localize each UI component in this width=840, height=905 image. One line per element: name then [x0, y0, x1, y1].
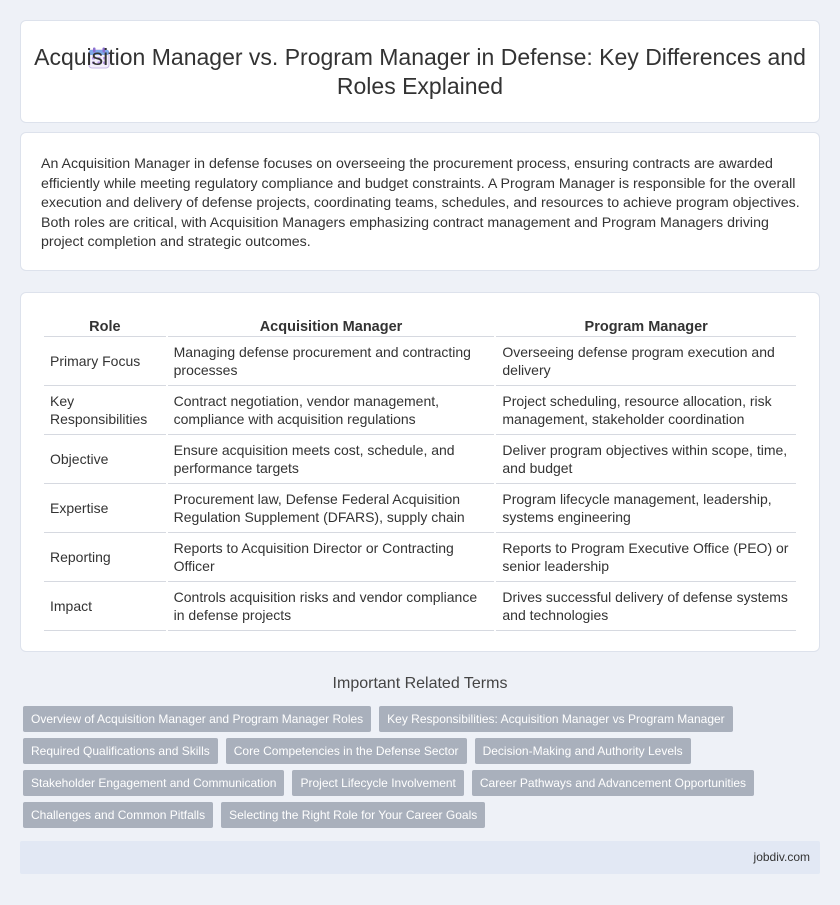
related-term-tag[interactable]: Selecting the Right Role for Your Career Goals	[221, 802, 485, 828]
table-row	[44, 435, 796, 484]
table-row	[44, 386, 796, 435]
acquisition-cell: Managing defense procurement and contracting processes	[168, 337, 495, 386]
program-cell: Program lifecycle management, leadership, systems engineering	[496, 484, 796, 533]
program-cell: Deliver program objectives within scope, time, and budget	[496, 435, 796, 484]
program-cell: Reports to Program Executive Office (PEO) or senior leadership	[496, 533, 796, 582]
column-header-role: Role	[44, 315, 166, 337]
row-label: Objective	[44, 435, 166, 484]
related-term-tag[interactable]: Stakeholder Engagement and Communication	[23, 770, 284, 796]
acquisition-cell: Procurement law, Defense Federal Acquisition Regulation Supplement (DFARS), supply chain	[168, 484, 495, 533]
related-term-tag[interactable]: Required Qualifications and Skills	[23, 738, 218, 764]
related-term-tag[interactable]: Challenges and Common Pitfalls	[23, 802, 213, 828]
related-terms-list	[23, 706, 813, 834]
program-cell: Project scheduling, resource allocation, risk management, stakeholder coordination	[496, 386, 796, 435]
intro-card	[20, 132, 820, 271]
footer-bar	[20, 841, 820, 874]
program-cell: Overseeing defense program execution and delivery	[496, 337, 796, 386]
program-cell: Drives successful delivery of defense systems and technologies	[496, 582, 796, 631]
row-label: Reporting	[44, 533, 166, 582]
table-row	[44, 484, 796, 533]
title-card	[20, 20, 820, 123]
table-row	[44, 337, 796, 386]
page-title: Acquisition Manager vs. Program Manager in Defense: Key Differences and Roles Explained	[34, 44, 806, 99]
related-term-tag[interactable]: Core Competencies in the Defense Sector	[226, 738, 467, 764]
column-header-acquisition-manager: Acquisition Manager	[168, 315, 495, 337]
table-header-row	[44, 315, 796, 337]
footer-site-link[interactable]: jobdiv.com	[753, 850, 810, 864]
related-terms-heading: Important Related Terms	[332, 675, 508, 692]
column-header-program-manager: Program Manager	[496, 315, 796, 337]
related-term-tag[interactable]: Overview of Acquisition Manager and Program Manager Roles	[23, 706, 371, 732]
row-label: Primary Focus	[44, 337, 166, 386]
acquisition-cell: Controls acquisition risks and vendor compliance in defense projects	[168, 582, 495, 631]
table-row	[44, 533, 796, 582]
comparison-card	[20, 292, 820, 652]
row-label: Impact	[44, 582, 166, 631]
intro-paragraph: An Acquisition Manager in defense focuses on overseeing the procurement process, ensuring contracts are awarded efficiently while meeting regulatory compliance and budget constraints. A Program Manager is responsible for the overall execution and delivery of defense projects, coordinating teams, schedules, and resources to achieve program objectives. Both roles are critical, with Acquisition Managers emphasizing contract management and Program Managers driving project completion and strategic outcomes.	[41, 156, 800, 251]
table-row	[44, 582, 796, 631]
row-label: Expertise	[44, 484, 166, 533]
acquisition-cell: Reports to Acquisition Director or Contracting Officer	[168, 533, 495, 582]
related-term-tag[interactable]: Key Responsibilities: Acquisition Manager vs Program Manager	[379, 706, 733, 732]
related-term-tag[interactable]: Project Lifecycle Involvement	[292, 770, 463, 796]
row-label: Key Responsibilities	[44, 386, 166, 435]
comparison-table	[42, 315, 798, 631]
acquisition-cell: Ensure acquisition meets cost, schedule, and performance targets	[168, 435, 495, 484]
acquisition-cell: Contract negotiation, vendor management, compliance with acquisition regulations	[168, 386, 495, 435]
related-term-tag[interactable]: Career Pathways and Advancement Opportunities	[472, 770, 754, 796]
related-term-tag[interactable]: Decision-Making and Authority Levels	[475, 738, 691, 764]
